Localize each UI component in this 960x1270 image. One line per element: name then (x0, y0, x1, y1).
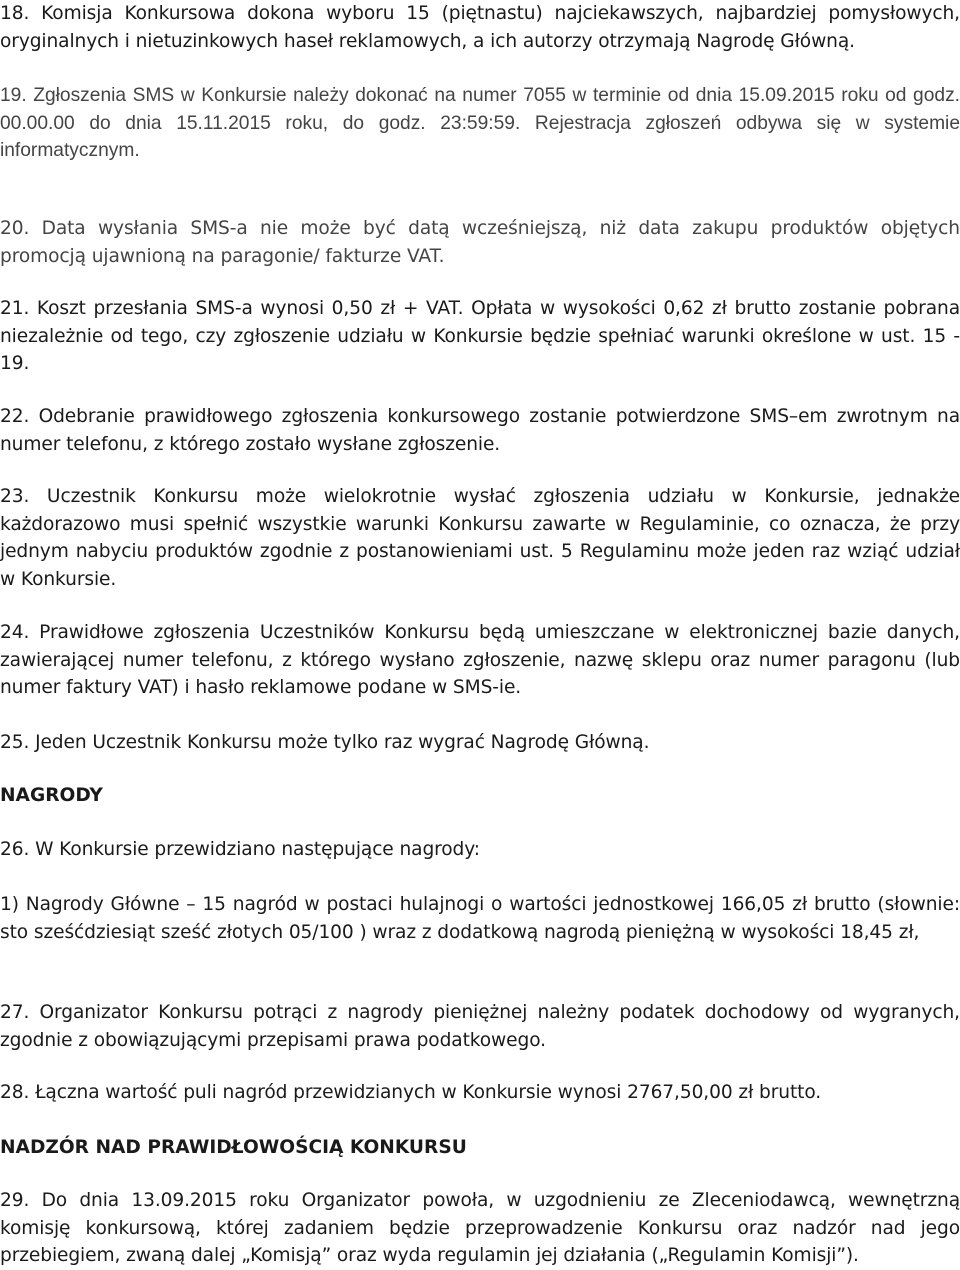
paragraph-19: 19. Zgłoszenia SMS w Konkursie należy dokonać na numer 7055 w terminie od dnia 15.09.2015 roku od godz. 00.00.00 do dnia 15.11.2015 roku, do godz. 23:59:59. Rejestracja zgłoszeń odbywa się w systemie informatycznym. (0, 85, 960, 161)
paragraph-23: 23. Uczestnik Konkursu może wielokrotnie wysłać zgłoszenia udziału w Konkursie, jednakże każdorazowo musi spełnić wszystkie warunki Konkursu zawarte w Regulaminie, co oznacza, że przy jednym nabyciu produktów zgodnie z postanowieniami ust. 5 Regulaminu może jeden raz wziąć udział w Konkursie. (0, 486, 960, 590)
paragraph-28: 28. Łączna wartość puli nagród przewidzianych w Konkursie wynosi 2767,50,00 zł brutto. (0, 1082, 822, 1103)
paragraph-26: 26. W Konkursie przewidziano następujące nagrody: (0, 839, 480, 860)
paragraph-26-item-1: 1) Nagrody Główne – 15 nagród w postaci hulajnogi o wartości jednostkowej 166,05 zł brutto (słownie: sto sześćdziesiąt sześć złotych 05/100 ) wraz z dodatkową nagrodą pieniężną w wysokości 18,45 zł, (0, 894, 960, 943)
section-heading-nagrody: NAGRODY (0, 785, 103, 806)
paragraph-25: 25. Jeden Uczestnik Konkursu może tylko raz wygrać Nagrodę Główną. (0, 732, 650, 753)
paragraph-29: 29. Do dnia 13.09.2015 roku Organizator powoła, w uzgodnieniu ze Zleceniodawcą, wewnętrzną komisję konkursową, której zadaniem będzie przeprowadzenie Konkursu oraz nadzór nad jego przebiegiem, zwaną dalej „Komisją” oraz wyda regulamin jej działania („Regulamin Komisji”). (0, 1190, 960, 1266)
paragraph-20: 20. Data wysłania SMS-a nie może być datą wcześniejszą, niż data zakupu produktów objętych promocją ujawnioną na paragonie/ fakturze VAT. (0, 218, 960, 267)
paragraph-27: 27. Organizator Konkursu potrąci z nagrody pieniężnej należny podatek dochodowy od wygranych, zgodnie z obowiązującymi przepisami prawa podatkowego. (0, 1002, 960, 1051)
paragraph-18: 18. Komisja Konkursowa dokona wyboru 15 (piętnastu) najciekawszych, najbardziej pomysłowych, oryginalnych i nietuzinkowych haseł reklamowych, a ich autorzy otrzymają Nagrodę Główną. (0, 3, 960, 52)
paragraph-24: 24. Prawidłowe zgłoszenia Uczestników Konkursu będą umieszczane w elektronicznej bazie danych, zawierającej numer telefonu, z którego wysłano zgłoszenie, nazwę sklepu oraz numer paragonu (lub numer faktury VAT) i hasło reklamowe podane w SMS-ie. (0, 622, 960, 698)
section-heading-nadzor: NADZÓR NAD PRAWIDŁOWOŚCIĄ KONKURSU (0, 1137, 467, 1158)
paragraph-22: 22. Odebranie prawidłowego zgłoszenia konkursowego zostanie potwierdzone SMS–em zwrotnym na numer telefonu, z którego zostało wysłane zgłoszenie. (0, 406, 960, 455)
paragraph-21: 21. Koszt przesłania SMS-a wynosi 0,50 zł + VAT. Opłata w wysokości 0,62 zł brutto zostanie pobrana niezależnie od tego, czy zgłoszenie udziału w Konkursie będzie spełniać warunki określone w ust. 15 - 19. (0, 298, 960, 374)
